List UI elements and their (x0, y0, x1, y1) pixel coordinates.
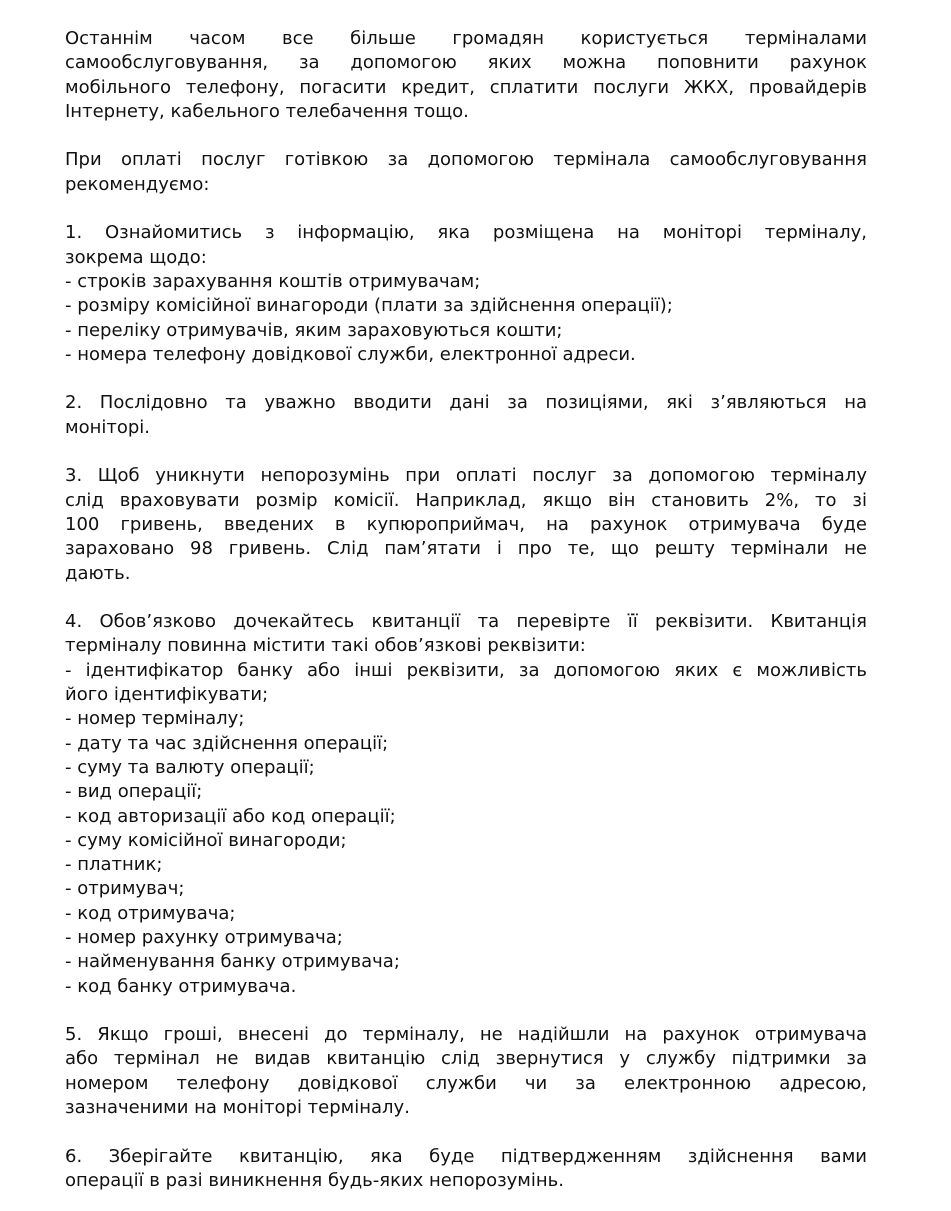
text-line: терміналу повинна містити такі обов’язкові реквізити: (65, 635, 586, 657)
document-body (65, 27, 867, 1193)
text-line: - суму та валюту операції; (65, 756, 315, 778)
text-line: 2. Послідовно та уважно вводити дані за позиціями, які з’являються на (65, 392, 867, 414)
text-line: При оплаті послуг готівкою за допомогою термінала самообслуговування (65, 149, 867, 171)
text-line: 100 гривень, введених в купюроприймач, на рахунок отримувача буде (65, 513, 867, 535)
text-line: самообслуговування, за допомогою яких можна поповнити рахунок (65, 52, 867, 74)
paragraph (65, 27, 867, 124)
paragraph (65, 610, 867, 999)
text-line: слід враховувати розмір комісії. Наприклад, якщо він становить 2%, то зі (65, 489, 867, 511)
text-line: Останнім часом все більше громадян користується терміналами (65, 28, 867, 49)
text-line: операції в разі виникнення будь-яких непорозумінь. (65, 1169, 564, 1191)
text-line: - вид операції; (65, 781, 203, 803)
text-line: номером телефону довідкової служби чи за електронною адресою, (65, 1072, 867, 1094)
paragraph-gap (65, 440, 867, 464)
text-line: - номер терміналу; (65, 708, 245, 730)
text-line: 3. Щоб уникнути непорозумінь при оплаті послуг за допомогою терміналу (65, 465, 867, 487)
text-line: зазначеними на моніторі терміналу. (65, 1097, 410, 1119)
text-line: дають. (65, 562, 131, 584)
paragraph (65, 221, 867, 367)
text-line: - найменування банку отримувача; (65, 951, 400, 973)
text-line: - код отримувача; (65, 902, 236, 924)
paragraph-gap (65, 999, 867, 1023)
paragraph (65, 148, 867, 197)
paragraph-gap (65, 1120, 867, 1144)
text-line: - отримувач; (65, 878, 185, 900)
text-line: або термінал не видав квитанцію слід звернутися у службу підтримки за (65, 1048, 867, 1070)
text-line: Інтернету, кабельного телебачення тощо. (65, 100, 469, 122)
text-line: - строків зарахування коштів отримувачам; (65, 270, 481, 292)
text-line: зокрема щодо: (65, 246, 207, 268)
text-line: - розміру комісійної винагороди (плати за здійснення операції); (65, 295, 673, 317)
text-line: - номер рахунку отримувача; (65, 926, 343, 948)
text-line: його ідентифікувати; (65, 684, 269, 706)
paragraph-gap (65, 197, 867, 221)
paragraph-gap (65, 586, 867, 610)
text-line: - ідентифікатор банку або інші реквізити, за допомогою яких є можливість (65, 659, 867, 681)
text-line: 4. Обов’язково дочекайтесь квитанції та перевірте її реквізити. Квитанція (65, 611, 867, 633)
text-line: - код банку отримувача. (65, 975, 297, 997)
text-line: - код авторизації або код операції; (65, 805, 396, 827)
paragraph (65, 1023, 867, 1120)
text-line: зараховано 98 гривень. Слід пам’ятати і про те, що решту термінали не (65, 538, 867, 560)
text-line: - суму комісійної винагороди; (65, 829, 347, 851)
text-line: - дату та час здійснення операції; (65, 732, 389, 754)
paragraph-gap (65, 367, 867, 391)
text-line: рекомендуємо: (65, 173, 210, 195)
text-line: - платник; (65, 854, 163, 876)
text-line: 6. Зберігайте квитанцію, яка буде підтвердженням здійснення вами (65, 1145, 867, 1167)
text-line: 5. Якщо гроші, внесені до терміналу, не надійшли на рахунок отримувача (65, 1024, 867, 1046)
paragraph (65, 1145, 867, 1194)
paragraph (65, 391, 867, 440)
paragraph (65, 464, 867, 585)
text-line: моніторі. (65, 416, 151, 438)
text-line: - номера телефону довідкової служби, електронної адреси. (65, 343, 636, 365)
paragraph-gap (65, 124, 867, 148)
text-line: - переліку отримувачів, яким зараховуються кошти; (65, 319, 563, 341)
text-line: мобільного телефону, погасити кредит, сплатити послуги ЖКХ, провайдерів (65, 76, 867, 98)
text-line: 1. Ознайомитись з інформацію, яка розміщена на моніторі терміналу, (65, 222, 867, 244)
